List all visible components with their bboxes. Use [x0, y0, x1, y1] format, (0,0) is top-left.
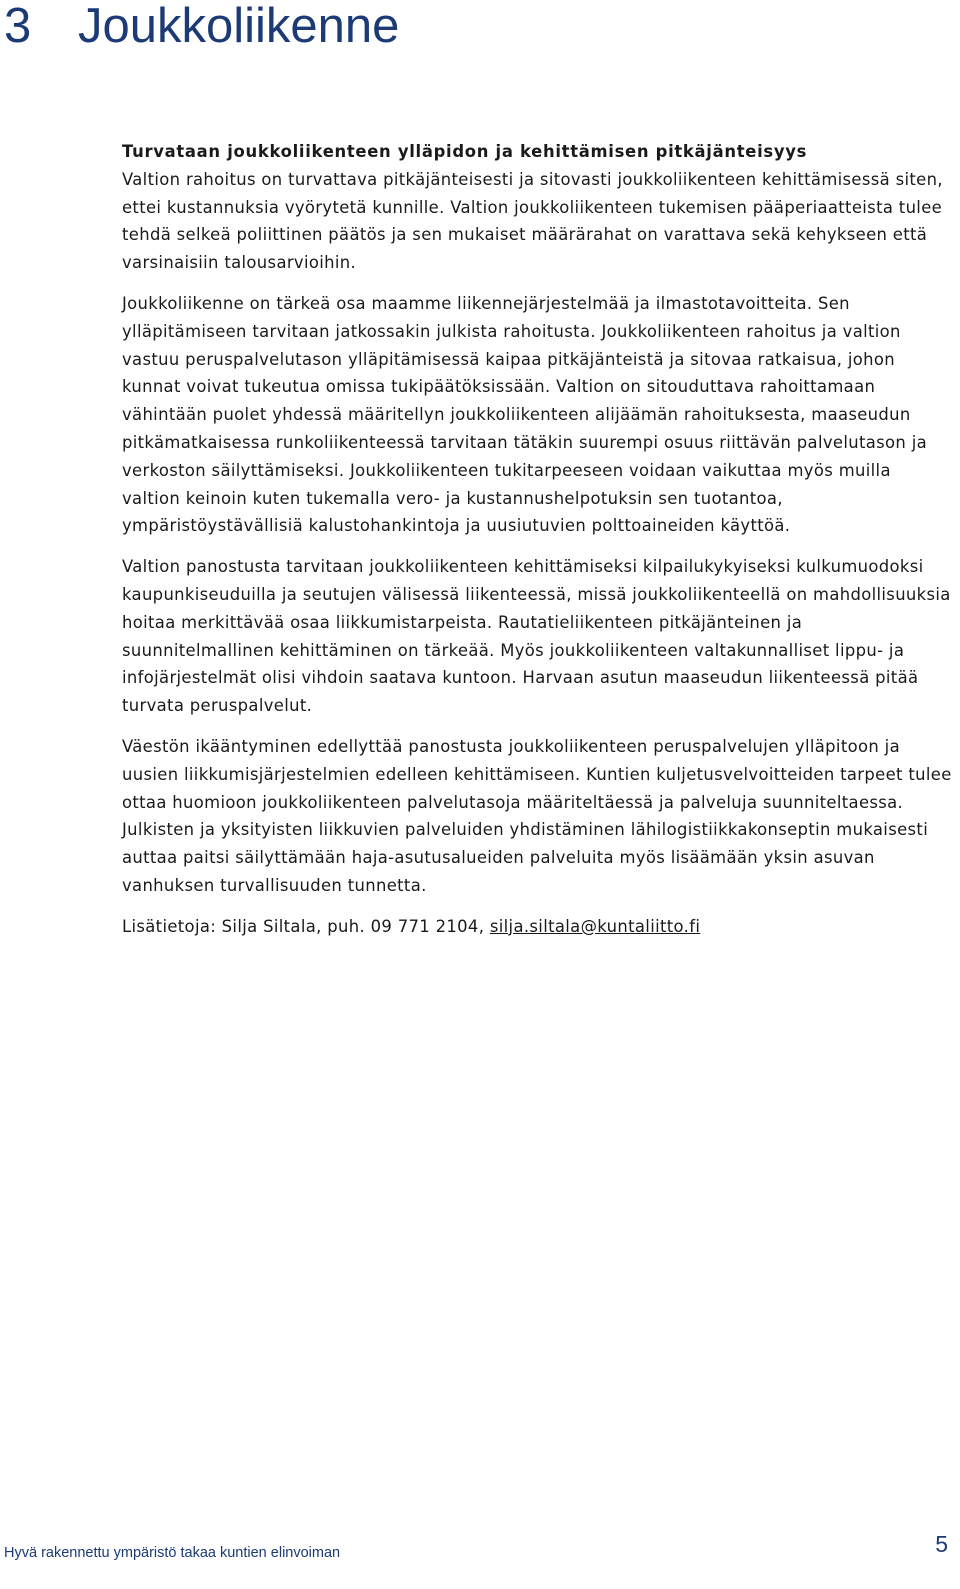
chapter-heading: [4, 0, 399, 56]
chapter-title: Joukkoliikenne: [78, 0, 400, 53]
section-block: [122, 138, 954, 277]
section-subheading: Turvataan joukkoliikenteen ylläpidon ja kehittämisen pitkäjänteisyys: [122, 142, 808, 161]
contact-prefix: Lisätietoja: Silja Siltala, puh. 09 771 2104,: [122, 916, 490, 936]
body-paragraph-investment: Valtion panostusta tarvitaan joukkoliikenteen kehittämiseksi kilpailukykyiseksi kulkumuodoksi kaupunkiseuduilla ja seutujen välisessä liikenteessä, missä joukkoliikenteellä on mahdollisuuksia hoitaa merkittävää osaa liikkumistarpeista. Rautatieliikenteen pitkäjänteinen ja suunnitelmallinen kehittäminen on tärkeää. Myös joukkoliikenteen valtakunnalliset lippu- ja infojärjestelmät olisi vihdoin saatava kuntoon. Harvaan asutun maaseudun liikenteessä pitää turvata peruspalvelut.: [122, 557, 951, 716]
body-paragraph-aging: Väestön ikääntyminen edellyttää panostusta joukkoliikenteen peruspalvelujen ylläpitoon ja uusien liikkumisjärjestelmien edelleen kehittämiseen. Kuntien kuljetusvelvoitteiden tarpeet tulee ottaa huomioon joukkoliikenteen palvelutasoja määriteltäessä ja palveluja suunniteltaessa. Julkisten ja yksityisten liikkuvien palveluiden yhdistäminen lähilogistiikkakonseptin mukaisesti auttaa paitsi säilyttämään haja-asutusalueiden palveluita myös lisäämään yksin asuvan vanhuksen turvallisuuden tunnetta.: [122, 736, 952, 895]
chapter-number: 3: [4, 0, 32, 53]
document-body: [122, 138, 954, 941]
contact-email-link[interactable]: silja.siltala@kuntaliitto.fi: [489, 916, 701, 936]
intro-paragraph: Valtion rahoitus on turvattava pitkäjänteisesti ja sitovasti joukkoliikenteen kehittämisessä siten, ettei kustannuksia vyörytetä kunnille. Valtion joukkoliikenteen tukemisen pääperiaatteista tulee tehdä selkeä poliittinen päätös ja sen mukaiset määrärahat on varattava sekä kehykseen että varsinaisiin talousarvioihin.: [122, 169, 943, 273]
contact-line: [122, 913, 954, 941]
body-paragraph-funding: Joukkoliikenne on tärkeä osa maamme liikennejärjestelmää ja ilmastotavoitteita. Sen ylläpitämiseen tarvitaan jatkossakin julkista rahoitusta. Joukkoliikenteen rahoitus ja valtion vastuu peruspalvelutason ylläpitämisessä kaipaa pitkäjänteistä ja sitovaa ratkaisua, johon kunnat voivat tukeutua omissa tukipäätöksissään. Valtion on sitouduttava rahoittamaan vähintään puolet yhdessä määritellyn joukkoliikenteen alijäämän rahoituksesta, maaseudun pitkämatkaisessa runkoliikenteessä tarvitaan tätäkin suurempi osuus riittävän palvelutason ja verkoston säilyttämiseksi. Joukkoliikenteen tukitarpeeseen voidaan vaikuttaa myös muilla valtion keinoin kuten tukemalla vero- ja kustannushelpotuksin sen tuotantoa, ympäristöystävällisiä kalustohankintoja ja uusiutuvien polttoaineiden käyttöä.: [122, 293, 928, 536]
footer-title: Hyvä rakennettu ympäristö takaa kuntien elinvoiman: [4, 1545, 341, 1561]
page-number: 5: [935, 1531, 948, 1557]
